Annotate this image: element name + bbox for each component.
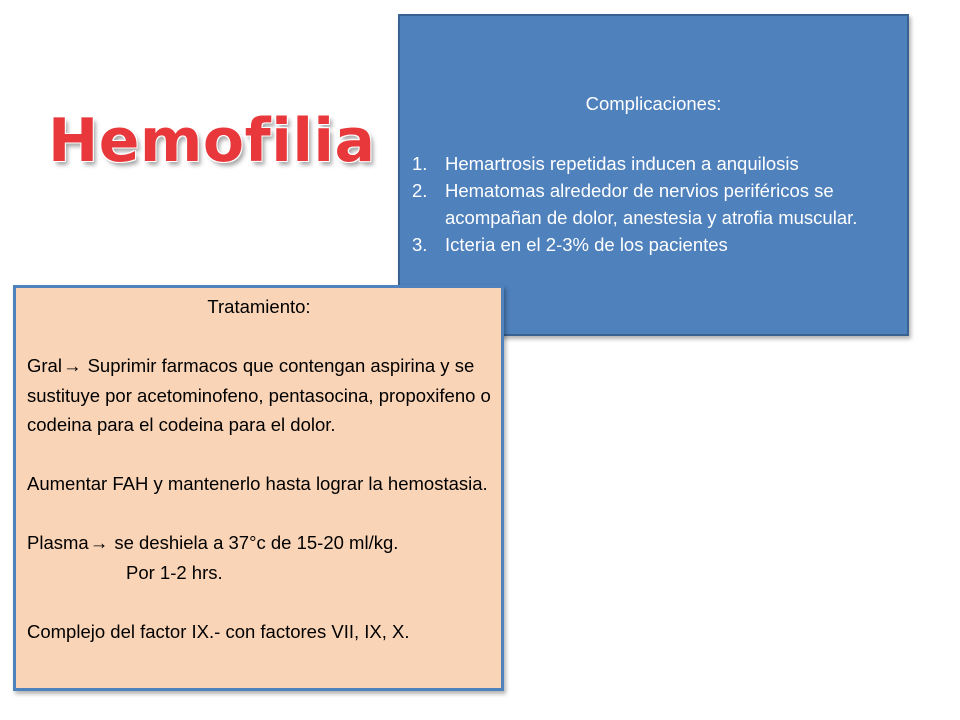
general-prefix: Gral <box>27 355 62 376</box>
list-item-number: 2. <box>412 180 428 201</box>
treatment-fah: Aumentar FAH y mantenerlo hasta lograr la hemostasia. <box>27 473 488 494</box>
general-text: Suprimir farmacos que contengan aspirina y se sustituye por acetominofeno, pentasocina, propoxifeno o codeina para el codeina para el dolor. <box>27 355 491 435</box>
slide-title: Hemofilia <box>48 106 376 176</box>
plasma-prefix: Plasma <box>27 532 89 553</box>
list-item <box>410 231 890 258</box>
list-item <box>410 177 890 231</box>
treatment-complex: Complejo del factor IX.- con factores VII, IX, X. <box>27 620 410 642</box>
treatment-box <box>13 285 504 691</box>
arrow-right-icon: → <box>62 355 82 376</box>
list-item-number: 3. <box>412 234 428 255</box>
plasma-text: se deshiela a 37°c de 15-20 ml/kg. <box>109 532 399 553</box>
list-item-text: Hemartrosis repetidas inducen a anquilosis <box>445 153 799 174</box>
complications-list <box>410 150 890 258</box>
list-item-number: 1. <box>412 153 428 174</box>
treatment-heading: Tratamiento: <box>207 296 311 317</box>
treatment-general <box>27 351 491 440</box>
list-item-text: Hematomas alrededor de nervios periféricos se acompañan de dolor, anestesia y atrofia muscular. <box>445 180 858 228</box>
arrow-right-icon: → <box>89 532 109 553</box>
plasma-duration: Por 1-2 hrs. <box>126 561 223 583</box>
treatment-plasma <box>27 528 491 558</box>
list-item-text: Icteria en el 2-3% de los pacientes <box>445 234 728 255</box>
complications-heading: Complicaciones: <box>585 93 722 114</box>
list-item <box>410 150 890 177</box>
